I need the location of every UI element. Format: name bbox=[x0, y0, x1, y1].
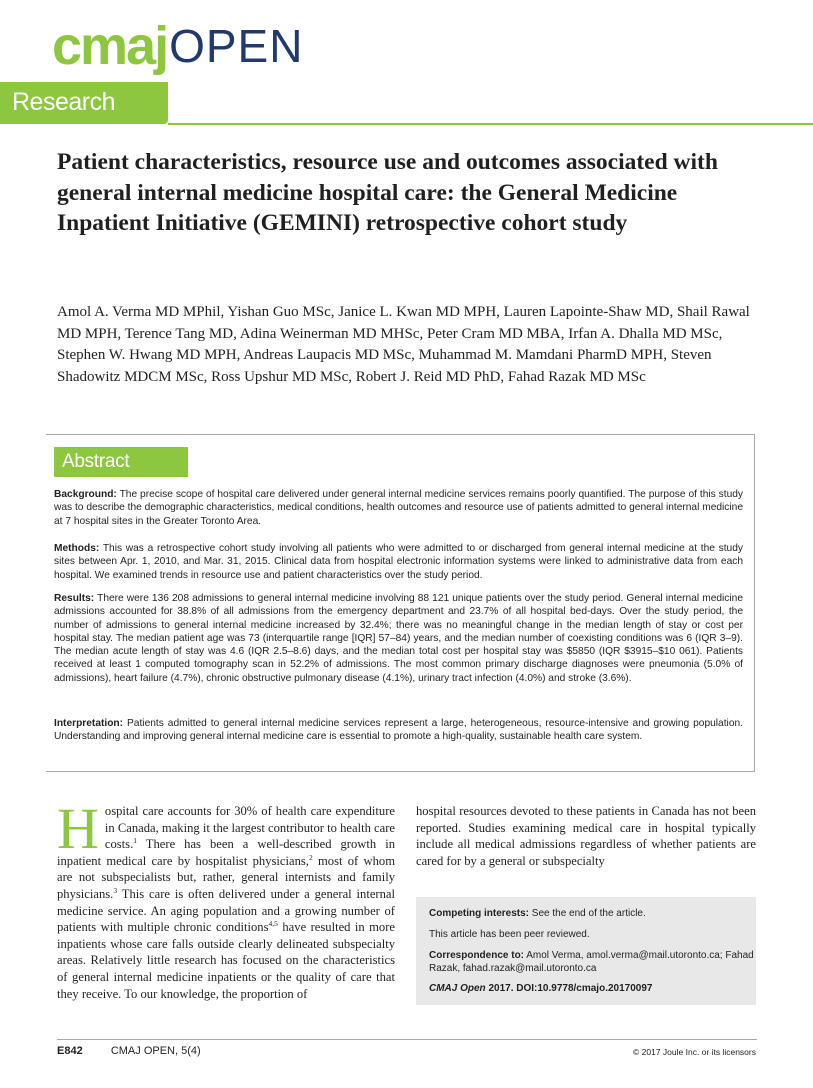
section-rule bbox=[168, 123, 813, 125]
body-text-5: have resulted in more inpatients whose care falls outside clearly delineated subspecialty areas. Relatively little research has focused on the characteristics of general internal medicine inpatients or the quality of care that they receive. To our knowledge, the proportion of bbox=[57, 920, 395, 1001]
ref-3: 3 bbox=[113, 885, 118, 895]
body-column-right: hospital resources devoted to these patients in Canada has not been reported. Studies examining medical care in hospital typically include all medical admissions regardless of whether patients are cared for by a general or subspecialty bbox=[416, 804, 756, 868]
page-number: E842 bbox=[57, 1045, 83, 1057]
author-list: Amol A. Verma MD MPhil, Yishan Guo MSc, Janice L. Kwan MD MPH, Lauren Lapointe-Shaw MD, Shail Rawal MD MPH, Terence Tang MD, Adina Weinerman MD MHSc, Peter Cram MD MBA, Irfan A. Dhalla MD MSc, Stephen W. Hwang MD MPH, Andreas Laupacis MD MSc, Muhammad M. Mamdani PharmD MPH, Steven Shadowitz MDCM MSc, Ross Upshur MD MSc, Robert J. Reid MD PhD, Fahad Razak MD MSc bbox=[57, 304, 750, 385]
article-title: Patient characteristics, resource use and outcomes associated with general internal medicine hospital care: the General Medicine Inpatient Initiative (GEMINI) retrospective cohort study bbox=[57, 149, 718, 236]
abstract-results-text: There were 136 208 admissions to general internal medicine involving 88 121 unique patients over the study period. General internal medicine admissions accounted for 38.8% of all admissions from the emergency department and 23.7% of all hospital bed-days. Over the study period, the number of admissions to general internal medicine increased by 32.4%; there was no meaningful change in the median length of stay or cost per hospital stay. The median patient age was 73 (interquartile range [IQR] 57–84) years, and the median number of coexisting conditions was 6 (IQR 3–9). The median acute length of stay was 4.6 (IQR 2.5–8.6) days, and the median total cost per hospital stay was $5850 (IQR $3915–$10 061). Patients received at least 1 computed tomography scan in 52.2% of admissions. The most common primary discharge diagnoses were pneumonia (5.0% of admissions), heart failure (4.7%), chronic obstructive pulmonary disease (4.1%), urinary tract infection (4.0%) and stroke (3.6%). bbox=[54, 593, 743, 684]
body-text-1: ospital care accounts for 30% of health care expenditure in Canada, making it the largest contributor to health care costs. bbox=[104, 804, 395, 852]
abstract-methods-label: Methods: bbox=[54, 543, 100, 554]
journal-issue: CMAJ OPEN, 5(4) bbox=[110, 1045, 201, 1057]
competing-interests bbox=[429, 908, 754, 921]
abstract-heading: Abstract bbox=[62, 451, 130, 472]
abstract-interpretation bbox=[54, 717, 743, 744]
ref-4-5: 4,5 bbox=[268, 918, 278, 928]
abstract-interpretation-label: Interpretation: bbox=[54, 718, 124, 729]
body-text-4: This care is often delivered under a general internal medicine service. An aging population and a growing number of patients with multiple chronic conditions bbox=[57, 886, 395, 935]
competing-interests-text: See the end of the article. bbox=[531, 908, 646, 919]
ref-2: 2 bbox=[308, 852, 313, 862]
logo-cmaj: cmaj bbox=[52, 16, 168, 76]
drop-cap: H bbox=[57, 796, 99, 861]
ref-1: 1 bbox=[133, 836, 138, 845]
body-text-3: most of whom are not subspecialists but, rather, general internists and family physicians. bbox=[57, 853, 395, 901]
abstract-results-label: Results: bbox=[54, 593, 95, 604]
section-label: Research bbox=[12, 88, 115, 116]
footer-left bbox=[57, 1045, 201, 1057]
correspondence bbox=[429, 950, 754, 975]
competing-interests-label: Competing interests: bbox=[429, 908, 530, 919]
citation-doi: 2017. DOI:10.9778/cmajo.20170097 bbox=[488, 983, 653, 994]
abstract-background bbox=[54, 488, 743, 528]
citation bbox=[429, 983, 754, 996]
body-text-2: There has been a well-described growth in inpatient medical care by hospitalist physicians, bbox=[57, 837, 395, 868]
footer-rule bbox=[57, 1039, 757, 1040]
correspondence-label: Correspondence to: bbox=[429, 950, 525, 961]
journal-logo bbox=[52, 18, 303, 78]
citation-journal: CMAJ Open bbox=[429, 983, 486, 994]
body-column-left bbox=[57, 796, 395, 1002]
peer-review-note: This article has been peer reviewed. bbox=[429, 929, 590, 940]
abstract-interpretation-text: Patients admitted to general internal medicine services represent a large, heterogeneous, resource-intensive and growing population. Understanding and improving general internal medicine care is essential to promote a high-quality, sustainable health care system. bbox=[54, 718, 743, 743]
logo-open: OPEN bbox=[169, 20, 304, 72]
abstract-background-label: Background: bbox=[54, 489, 117, 500]
abstract-methods-text: This was a retrospective cohort study involving all patients who were admitted to or discharged from general internal medicine at the study sites between Apr. 1, 2010, and Mar. 31, 2015. Clinical data from hospital electronic information systems were linked to administrative data from each hospital. We examined trends in resource use and patient characteristics over the study period. bbox=[54, 543, 743, 581]
abstract-background-text: The precise scope of hospital care delivered under general internal medicine services remains poorly quantified. The purpose of this study was to describe the demographic characteristics, medical conditions, health outcomes and resource use of patients admitted to general internal medicine at 7 hospital sites in the Greater Toronto Area. bbox=[54, 489, 743, 527]
copyright: © 2017 Joule Inc. or its licensors bbox=[633, 1047, 756, 1057]
abstract-results bbox=[54, 592, 743, 685]
correspondence-text: Amol Verma, amol.verma@mail.utoronto.ca; Fahad Razak, fahad.razak@mail.utoronto.ca bbox=[429, 950, 754, 974]
abstract-methods bbox=[54, 542, 743, 582]
